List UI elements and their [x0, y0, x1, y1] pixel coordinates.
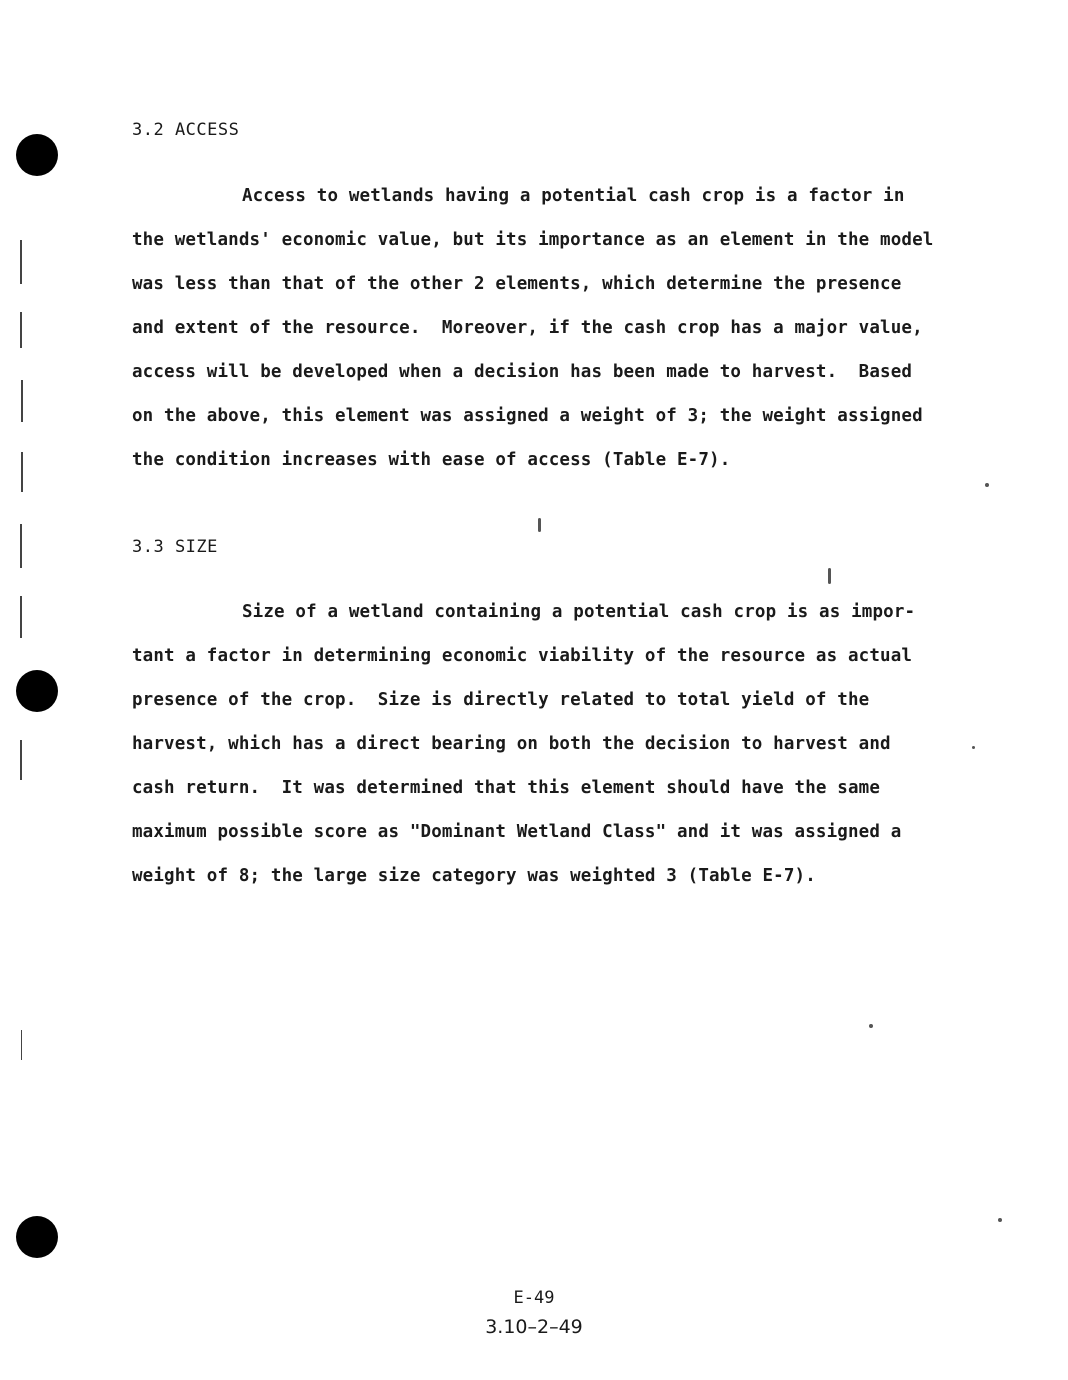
punch-hole-top	[16, 134, 58, 176]
paragraph-line: presence of the crop. Size is directly related to total yield of the	[132, 690, 870, 710]
binding-mark	[20, 596, 22, 638]
paragraph-line: and extent of the resource. Moreover, if the cash crop has a major value,	[132, 318, 923, 338]
binding-mark	[20, 312, 22, 348]
punch-hole-bottom	[16, 1216, 58, 1258]
page-number: E-49	[513, 1288, 555, 1308]
scan-speck	[998, 1218, 1002, 1222]
binding-mark	[20, 740, 22, 780]
binding-mark	[20, 524, 22, 568]
paragraph-line: the condition increases with ease of access (Table E-7).	[132, 450, 731, 470]
scan-speck	[985, 483, 989, 487]
paragraph-line: cash return. It was determined that this element should have the same	[132, 778, 881, 798]
section-heading-access: 3.2 ACCESS	[132, 120, 240, 140]
scan-speck	[828, 568, 831, 584]
binding-mark	[20, 240, 22, 284]
paragraph-line: the wetlands' economic value, but its importance as an element in the model	[132, 230, 934, 250]
scan-speck	[869, 1024, 873, 1028]
paragraph-access	[132, 174, 972, 482]
scan-speck	[972, 746, 975, 749]
section-heading-size: 3.3 SIZE	[132, 537, 218, 557]
document-code: 3.10–2–49	[485, 1316, 583, 1338]
binding-mark	[21, 1030, 22, 1060]
paragraph-line: was less than that of the other 2 elements, which determine the presence	[132, 274, 902, 294]
binding-mark	[21, 452, 23, 492]
paragraph-line: weight of 8; the large size category was weighted 3 (Table E-7).	[132, 866, 816, 886]
paragraph-line: tant a factor in determining economic viability of the resource as actual	[132, 646, 913, 666]
paragraph-line: harvest, which has a direct bearing on both the decision to harvest and	[132, 734, 891, 754]
scan-speck	[538, 518, 541, 532]
punch-hole-middle	[16, 670, 58, 712]
paragraph-line: access will be developed when a decision has been made to harvest. Based	[132, 362, 913, 382]
paragraph-line: Access to wetlands having a potential cash crop is a factor in	[242, 186, 905, 206]
paragraph-size	[132, 590, 972, 898]
binding-mark	[21, 380, 23, 422]
paragraph-line: Size of a wetland containing a potential cash crop is as impor-	[242, 602, 916, 622]
paragraph-line: on the above, this element was assigned a weight of 3; the weight assigned	[132, 406, 923, 426]
paragraph-line: maximum possible score as "Dominant Wetland Class" and it was assigned a	[132, 822, 902, 842]
